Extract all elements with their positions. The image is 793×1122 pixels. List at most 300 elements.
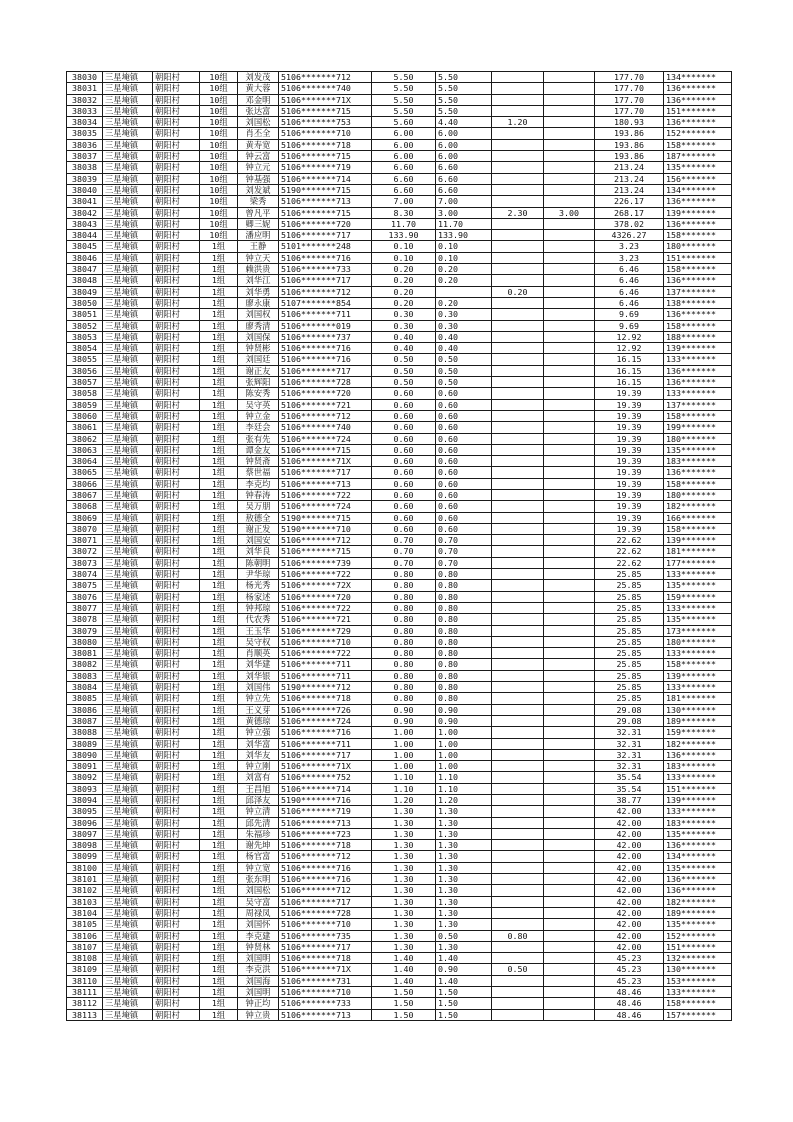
table-row (67, 919, 732, 930)
cell-area-b (492, 252, 544, 263)
cell-amount: 42.00 (595, 817, 664, 828)
table-row (67, 139, 732, 150)
cell-village: 朝阳村 (153, 998, 200, 1009)
cell-area-c (544, 83, 595, 94)
cell-row-id: 38100 (67, 862, 103, 873)
table-row (67, 806, 732, 817)
cell-phone: 189******* (664, 907, 732, 918)
cell-phone: 136******* (664, 885, 732, 896)
cell-area-a: 0.60 (436, 422, 492, 433)
cell-group: 1组 (200, 444, 238, 455)
cell-area-a: 0.60 (436, 523, 492, 534)
cell-row-id: 38099 (67, 851, 103, 862)
cell-town: 三星埯镇 (103, 94, 153, 105)
cell-amount: 42.00 (595, 862, 664, 873)
cell-area-a: 1.30 (436, 817, 492, 828)
cell-phone: 139******* (664, 343, 732, 354)
table-row (67, 388, 732, 399)
cell-town: 三星埯镇 (103, 693, 153, 704)
cell-village: 朝阳村 (153, 489, 200, 500)
cell-phone: 136******* (664, 218, 732, 229)
cell-amount: 48.46 (595, 1009, 664, 1020)
cell-id-number: 5106*******715 (279, 546, 372, 557)
cell-group: 1组 (200, 851, 238, 862)
cell-row-id: 38081 (67, 648, 103, 659)
cell-area-total: 0.60 (372, 501, 436, 512)
cell-town: 三星埯镇 (103, 953, 153, 964)
cell-amount: 193.86 (595, 151, 664, 162)
cell-area-c (544, 275, 595, 286)
cell-town: 三星埯镇 (103, 795, 153, 806)
cell-amount: 19.39 (595, 399, 664, 410)
cell-area-total: 133.90 (372, 230, 436, 241)
cell-town: 三星埯镇 (103, 478, 153, 489)
cell-name: 李克建 (238, 930, 279, 941)
cell-village: 朝阳村 (153, 648, 200, 659)
cell-amount: 9.69 (595, 309, 664, 320)
cell-area-c (544, 670, 595, 681)
cell-row-id: 38080 (67, 636, 103, 647)
cell-row-id: 38093 (67, 783, 103, 794)
cell-area-b: 0.20 (492, 286, 544, 297)
cell-area-b (492, 727, 544, 738)
cell-row-id: 38050 (67, 297, 103, 308)
cell-id-number: 5106*******712 (279, 286, 372, 297)
cell-group: 1组 (200, 252, 238, 263)
cell-group: 1组 (200, 399, 238, 410)
cell-area-total: 1.30 (372, 851, 436, 862)
table-row (67, 817, 732, 828)
cell-area-b (492, 795, 544, 806)
cell-row-id: 38113 (67, 1009, 103, 1020)
cell-village: 朝阳村 (153, 72, 200, 83)
cell-name: 钟邦琼 (238, 602, 279, 613)
cell-village: 朝阳村 (153, 557, 200, 568)
cell-name: 王玉华 (238, 625, 279, 636)
cell-area-b (492, 501, 544, 512)
cell-area-total: 1.30 (372, 874, 436, 885)
cell-row-id: 38064 (67, 456, 103, 467)
cell-village: 朝阳村 (153, 297, 200, 308)
cell-group: 1组 (200, 478, 238, 489)
cell-village: 朝阳村 (153, 365, 200, 376)
cell-amount: 42.00 (595, 896, 664, 907)
cell-row-id: 38086 (67, 704, 103, 715)
cell-id-number: 5106*******735 (279, 930, 372, 941)
cell-amount: 42.00 (595, 907, 664, 918)
cell-area-a: 0.20 (436, 275, 492, 286)
cell-area-a: 1.30 (436, 907, 492, 918)
cell-area-c (544, 602, 595, 613)
cell-town: 三星埯镇 (103, 715, 153, 726)
cell-area-b (492, 399, 544, 410)
cell-amount: 29.08 (595, 715, 664, 726)
table-row (67, 569, 732, 580)
cell-area-c (544, 444, 595, 455)
cell-village: 朝阳村 (153, 264, 200, 275)
cell-area-c (544, 456, 595, 467)
cell-town: 三星埯镇 (103, 467, 153, 478)
cell-area-c (544, 795, 595, 806)
table-row (67, 275, 732, 286)
cell-area-a: 5.50 (436, 72, 492, 83)
cell-amount: 213.24 (595, 173, 664, 184)
cell-town: 三星埯镇 (103, 964, 153, 975)
cell-area-total: 1.20 (372, 795, 436, 806)
cell-id-number: 5106*******719 (279, 162, 372, 173)
cell-area-b (492, 365, 544, 376)
cell-area-b (492, 715, 544, 726)
cell-town: 三星埯镇 (103, 772, 153, 783)
cell-area-total: 5.50 (372, 72, 436, 83)
cell-row-id: 38073 (67, 557, 103, 568)
cell-area-a: 1.30 (436, 874, 492, 885)
cell-name: 刘华富 (238, 738, 279, 749)
cell-area-b (492, 749, 544, 760)
cell-area-a: 1.00 (436, 761, 492, 772)
cell-amount: 213.24 (595, 162, 664, 173)
cell-town: 三星埯镇 (103, 862, 153, 873)
cell-group: 10组 (200, 105, 238, 116)
cell-id-number: 5101*******248 (279, 241, 372, 252)
cell-area-b (492, 693, 544, 704)
table-row (67, 535, 732, 546)
cell-amount: 3.23 (595, 241, 664, 252)
cell-area-total: 1.40 (372, 975, 436, 986)
cell-amount: 42.00 (595, 919, 664, 930)
cell-area-total: 0.30 (372, 309, 436, 320)
cell-area-total: 0.20 (372, 286, 436, 297)
cell-id-number: 5106*******717 (279, 365, 372, 376)
cell-row-id: 38082 (67, 659, 103, 670)
cell-name: 刘国海 (238, 975, 279, 986)
cell-area-c (544, 117, 595, 128)
cell-name: 杨光秀 (238, 580, 279, 591)
cell-village: 朝阳村 (153, 738, 200, 749)
cell-area-total: 6.00 (372, 128, 436, 139)
cell-group: 1组 (200, 467, 238, 478)
cell-area-c (544, 851, 595, 862)
table-row (67, 117, 732, 128)
cell-area-a: 0.60 (436, 456, 492, 467)
cell-amount: 19.39 (595, 410, 664, 421)
cell-village: 朝阳村 (153, 975, 200, 986)
cell-amount: 25.85 (595, 693, 664, 704)
cell-area-c (544, 184, 595, 195)
cell-amount: 25.85 (595, 614, 664, 625)
cell-amount: 177.70 (595, 72, 664, 83)
cell-id-number: 5106*******712 (279, 410, 372, 421)
cell-area-a: 1.30 (436, 851, 492, 862)
cell-group: 1组 (200, 761, 238, 772)
cell-id-number: 5106*******711 (279, 659, 372, 670)
cell-area-c (544, 975, 595, 986)
cell-area-c (544, 862, 595, 873)
cell-area-a: 133.90 (436, 230, 492, 241)
cell-group: 1组 (200, 557, 238, 568)
cell-amount: 226.17 (595, 196, 664, 207)
cell-area-total: 0.30 (372, 320, 436, 331)
cell-area-a: 0.60 (436, 410, 492, 421)
cell-amount: 45.23 (595, 964, 664, 975)
cell-group: 10组 (200, 230, 238, 241)
cell-name: 陈安秀 (238, 388, 279, 399)
cell-name: 王静 (238, 241, 279, 252)
cell-group: 1组 (200, 704, 238, 715)
cell-area-b (492, 614, 544, 625)
cell-name: 钟贤林 (238, 941, 279, 952)
cell-group: 1组 (200, 489, 238, 500)
table-row (67, 343, 732, 354)
cell-area-b (492, 94, 544, 105)
cell-town: 三星埯镇 (103, 377, 153, 388)
cell-group: 1组 (200, 783, 238, 794)
cell-id-number: 5106*******719 (279, 806, 372, 817)
cell-area-a: 1.30 (436, 941, 492, 952)
cell-phone: 151******* (664, 941, 732, 952)
cell-area-total: 1.10 (372, 772, 436, 783)
cell-area-c (544, 772, 595, 783)
cell-town: 三星埯镇 (103, 749, 153, 760)
cell-area-a: 0.10 (436, 241, 492, 252)
cell-area-b (492, 218, 544, 229)
cell-id-number: 5190*******710 (279, 523, 372, 534)
cell-phone: 136******* (664, 749, 732, 760)
table-row (67, 704, 732, 715)
cell-area-b (492, 953, 544, 964)
cell-village: 朝阳村 (153, 625, 200, 636)
cell-village: 朝阳村 (153, 478, 200, 489)
cell-row-id: 38035 (67, 128, 103, 139)
cell-id-number: 5106*******737 (279, 331, 372, 342)
cell-row-id: 38085 (67, 693, 103, 704)
cell-group: 1组 (200, 343, 238, 354)
cell-area-total: 0.60 (372, 410, 436, 421)
cell-id-number: 5106*******717 (279, 896, 372, 907)
cell-area-b (492, 410, 544, 421)
cell-row-id: 38077 (67, 602, 103, 613)
cell-area-a: 0.50 (436, 930, 492, 941)
cell-amount: 35.54 (595, 772, 664, 783)
cell-id-number: 5106*******728 (279, 907, 372, 918)
cell-village: 朝阳村 (153, 761, 200, 772)
cell-area-c (544, 896, 595, 907)
cell-area-b (492, 919, 544, 930)
cell-phone: 133******* (664, 682, 732, 693)
cell-area-a: 0.60 (436, 478, 492, 489)
cell-phone: 188******* (664, 331, 732, 342)
cell-town: 三星埯镇 (103, 975, 153, 986)
table-row (67, 783, 732, 794)
cell-area-a (436, 286, 492, 297)
cell-group: 10组 (200, 162, 238, 173)
cell-town: 三星埯镇 (103, 512, 153, 523)
cell-area-a: 0.60 (436, 467, 492, 478)
cell-name: 刘富有 (238, 772, 279, 783)
cell-area-total: 5.50 (372, 94, 436, 105)
cell-row-id: 38108 (67, 953, 103, 964)
cell-amount: 25.85 (595, 636, 664, 647)
cell-town: 三星埯镇 (103, 625, 153, 636)
cell-area-b (492, 388, 544, 399)
cell-area-c (544, 874, 595, 885)
cell-name: 谭金友 (238, 444, 279, 455)
cell-area-total: 1.50 (372, 1009, 436, 1020)
cell-phone: 177******* (664, 557, 732, 568)
cell-phone: 181******* (664, 546, 732, 557)
cell-name: 钟立元 (238, 162, 279, 173)
cell-area-b (492, 546, 544, 557)
table-row (67, 682, 732, 693)
cell-area-total: 1.30 (372, 930, 436, 941)
cell-name: 张辉阳 (238, 377, 279, 388)
cell-area-c (544, 648, 595, 659)
cell-row-id: 38079 (67, 625, 103, 636)
cell-area-a: 1.40 (436, 975, 492, 986)
cell-group: 1组 (200, 535, 238, 546)
cell-area-c (544, 512, 595, 523)
cell-area-total: 0.80 (372, 636, 436, 647)
cell-town: 三星埯镇 (103, 941, 153, 952)
cell-area-b (492, 772, 544, 783)
cell-area-total: 1.00 (372, 761, 436, 772)
cell-area-a: 1.30 (436, 885, 492, 896)
cell-group: 1组 (200, 569, 238, 580)
cell-id-number: 5106*******712 (279, 535, 372, 546)
cell-amount: 25.85 (595, 659, 664, 670)
cell-area-total: 1.30 (372, 919, 436, 930)
cell-group: 1组 (200, 806, 238, 817)
cell-area-total: 1.40 (372, 953, 436, 964)
cell-group: 1组 (200, 987, 238, 998)
cell-area-b (492, 670, 544, 681)
cell-id-number: 5106*******710 (279, 128, 372, 139)
table-row (67, 885, 732, 896)
cell-area-c (544, 941, 595, 952)
cell-area-b (492, 761, 544, 772)
cell-group: 1组 (200, 365, 238, 376)
cell-area-c (544, 546, 595, 557)
cell-group: 1组 (200, 941, 238, 952)
cell-area-total: 6.00 (372, 139, 436, 150)
table-row (67, 207, 732, 218)
cell-group: 1组 (200, 591, 238, 602)
cell-id-number: 5106*******71X (279, 964, 372, 975)
table-row (67, 162, 732, 173)
cell-name: 钟基强 (238, 173, 279, 184)
cell-group: 1组 (200, 862, 238, 873)
cell-town: 三星埯镇 (103, 388, 153, 399)
cell-row-id: 38068 (67, 501, 103, 512)
cell-amount: 177.70 (595, 83, 664, 94)
cell-town: 三星埯镇 (103, 72, 153, 83)
cell-area-c (544, 230, 595, 241)
cell-village: 朝阳村 (153, 343, 200, 354)
cell-town: 三星埯镇 (103, 907, 153, 918)
cell-name: 刘国伟 (238, 682, 279, 693)
cell-village: 朝阳村 (153, 795, 200, 806)
cell-village: 朝阳村 (153, 184, 200, 195)
cell-group: 1组 (200, 501, 238, 512)
table-row (67, 196, 732, 207)
cell-amount: 6.46 (595, 286, 664, 297)
cell-area-total: 0.80 (372, 569, 436, 580)
cell-name: 钟立金 (238, 410, 279, 421)
cell-id-number: 5106*******718 (279, 693, 372, 704)
cell-id-number: 5106*******733 (279, 264, 372, 275)
cell-town: 三星埯镇 (103, 501, 153, 512)
cell-name: 李克均 (238, 478, 279, 489)
cell-area-b (492, 682, 544, 693)
cell-group: 1组 (200, 614, 238, 625)
cell-area-b (492, 862, 544, 873)
cell-amount: 35.54 (595, 783, 664, 794)
cell-id-number: 5106*******720 (279, 388, 372, 399)
cell-row-id: 38036 (67, 139, 103, 150)
cell-town: 三星埯镇 (103, 761, 153, 772)
table-row (67, 83, 732, 94)
cell-phone: 133******* (664, 772, 732, 783)
cell-phone: 134******* (664, 184, 732, 195)
cell-area-b (492, 535, 544, 546)
cell-phone: 158******* (664, 320, 732, 331)
cell-area-a: 1.20 (436, 795, 492, 806)
cell-amount: 180.93 (595, 117, 664, 128)
cell-village: 朝阳村 (153, 117, 200, 128)
cell-area-c (544, 252, 595, 263)
cell-town: 三星埯镇 (103, 523, 153, 534)
table-row (67, 953, 732, 964)
cell-amount: 29.08 (595, 704, 664, 715)
cell-area-a: 6.00 (436, 128, 492, 139)
cell-area-c (544, 128, 595, 139)
cell-phone: 136******* (664, 840, 732, 851)
cell-row-id: 38094 (67, 795, 103, 806)
cell-phone: 130******* (664, 704, 732, 715)
cell-row-id: 38104 (67, 907, 103, 918)
cell-area-b (492, 83, 544, 94)
cell-name: 刘华银 (238, 670, 279, 681)
cell-village: 朝阳村 (153, 693, 200, 704)
data-table-sheet (66, 71, 731, 1021)
cell-area-total: 0.50 (372, 377, 436, 388)
cell-village: 朝阳村 (153, 207, 200, 218)
cell-area-c (544, 817, 595, 828)
cell-name: 刘华友 (238, 749, 279, 760)
cell-village: 朝阳村 (153, 444, 200, 455)
cell-town: 三星埯镇 (103, 184, 153, 195)
cell-group: 1组 (200, 388, 238, 399)
cell-area-a: 0.80 (436, 693, 492, 704)
cell-amount: 25.85 (595, 670, 664, 681)
cell-village: 朝阳村 (153, 840, 200, 851)
cell-name: 钟立先 (238, 693, 279, 704)
cell-area-b (492, 343, 544, 354)
cell-area-a: 0.20 (436, 297, 492, 308)
cell-town: 三星埯镇 (103, 828, 153, 839)
cell-id-number: 5106*******019 (279, 320, 372, 331)
cell-name: 刘发斌 (238, 184, 279, 195)
cell-id-number: 5106*******710 (279, 636, 372, 647)
cell-area-total: 7.00 (372, 196, 436, 207)
cell-id-number: 5106*******715 (279, 444, 372, 455)
cell-phone: 180******* (664, 636, 732, 647)
cell-amount: 19.39 (595, 523, 664, 534)
cell-area-a: 0.70 (436, 557, 492, 568)
cell-area-b (492, 783, 544, 794)
cell-id-number: 5106*******722 (279, 569, 372, 580)
cell-row-id: 38095 (67, 806, 103, 817)
